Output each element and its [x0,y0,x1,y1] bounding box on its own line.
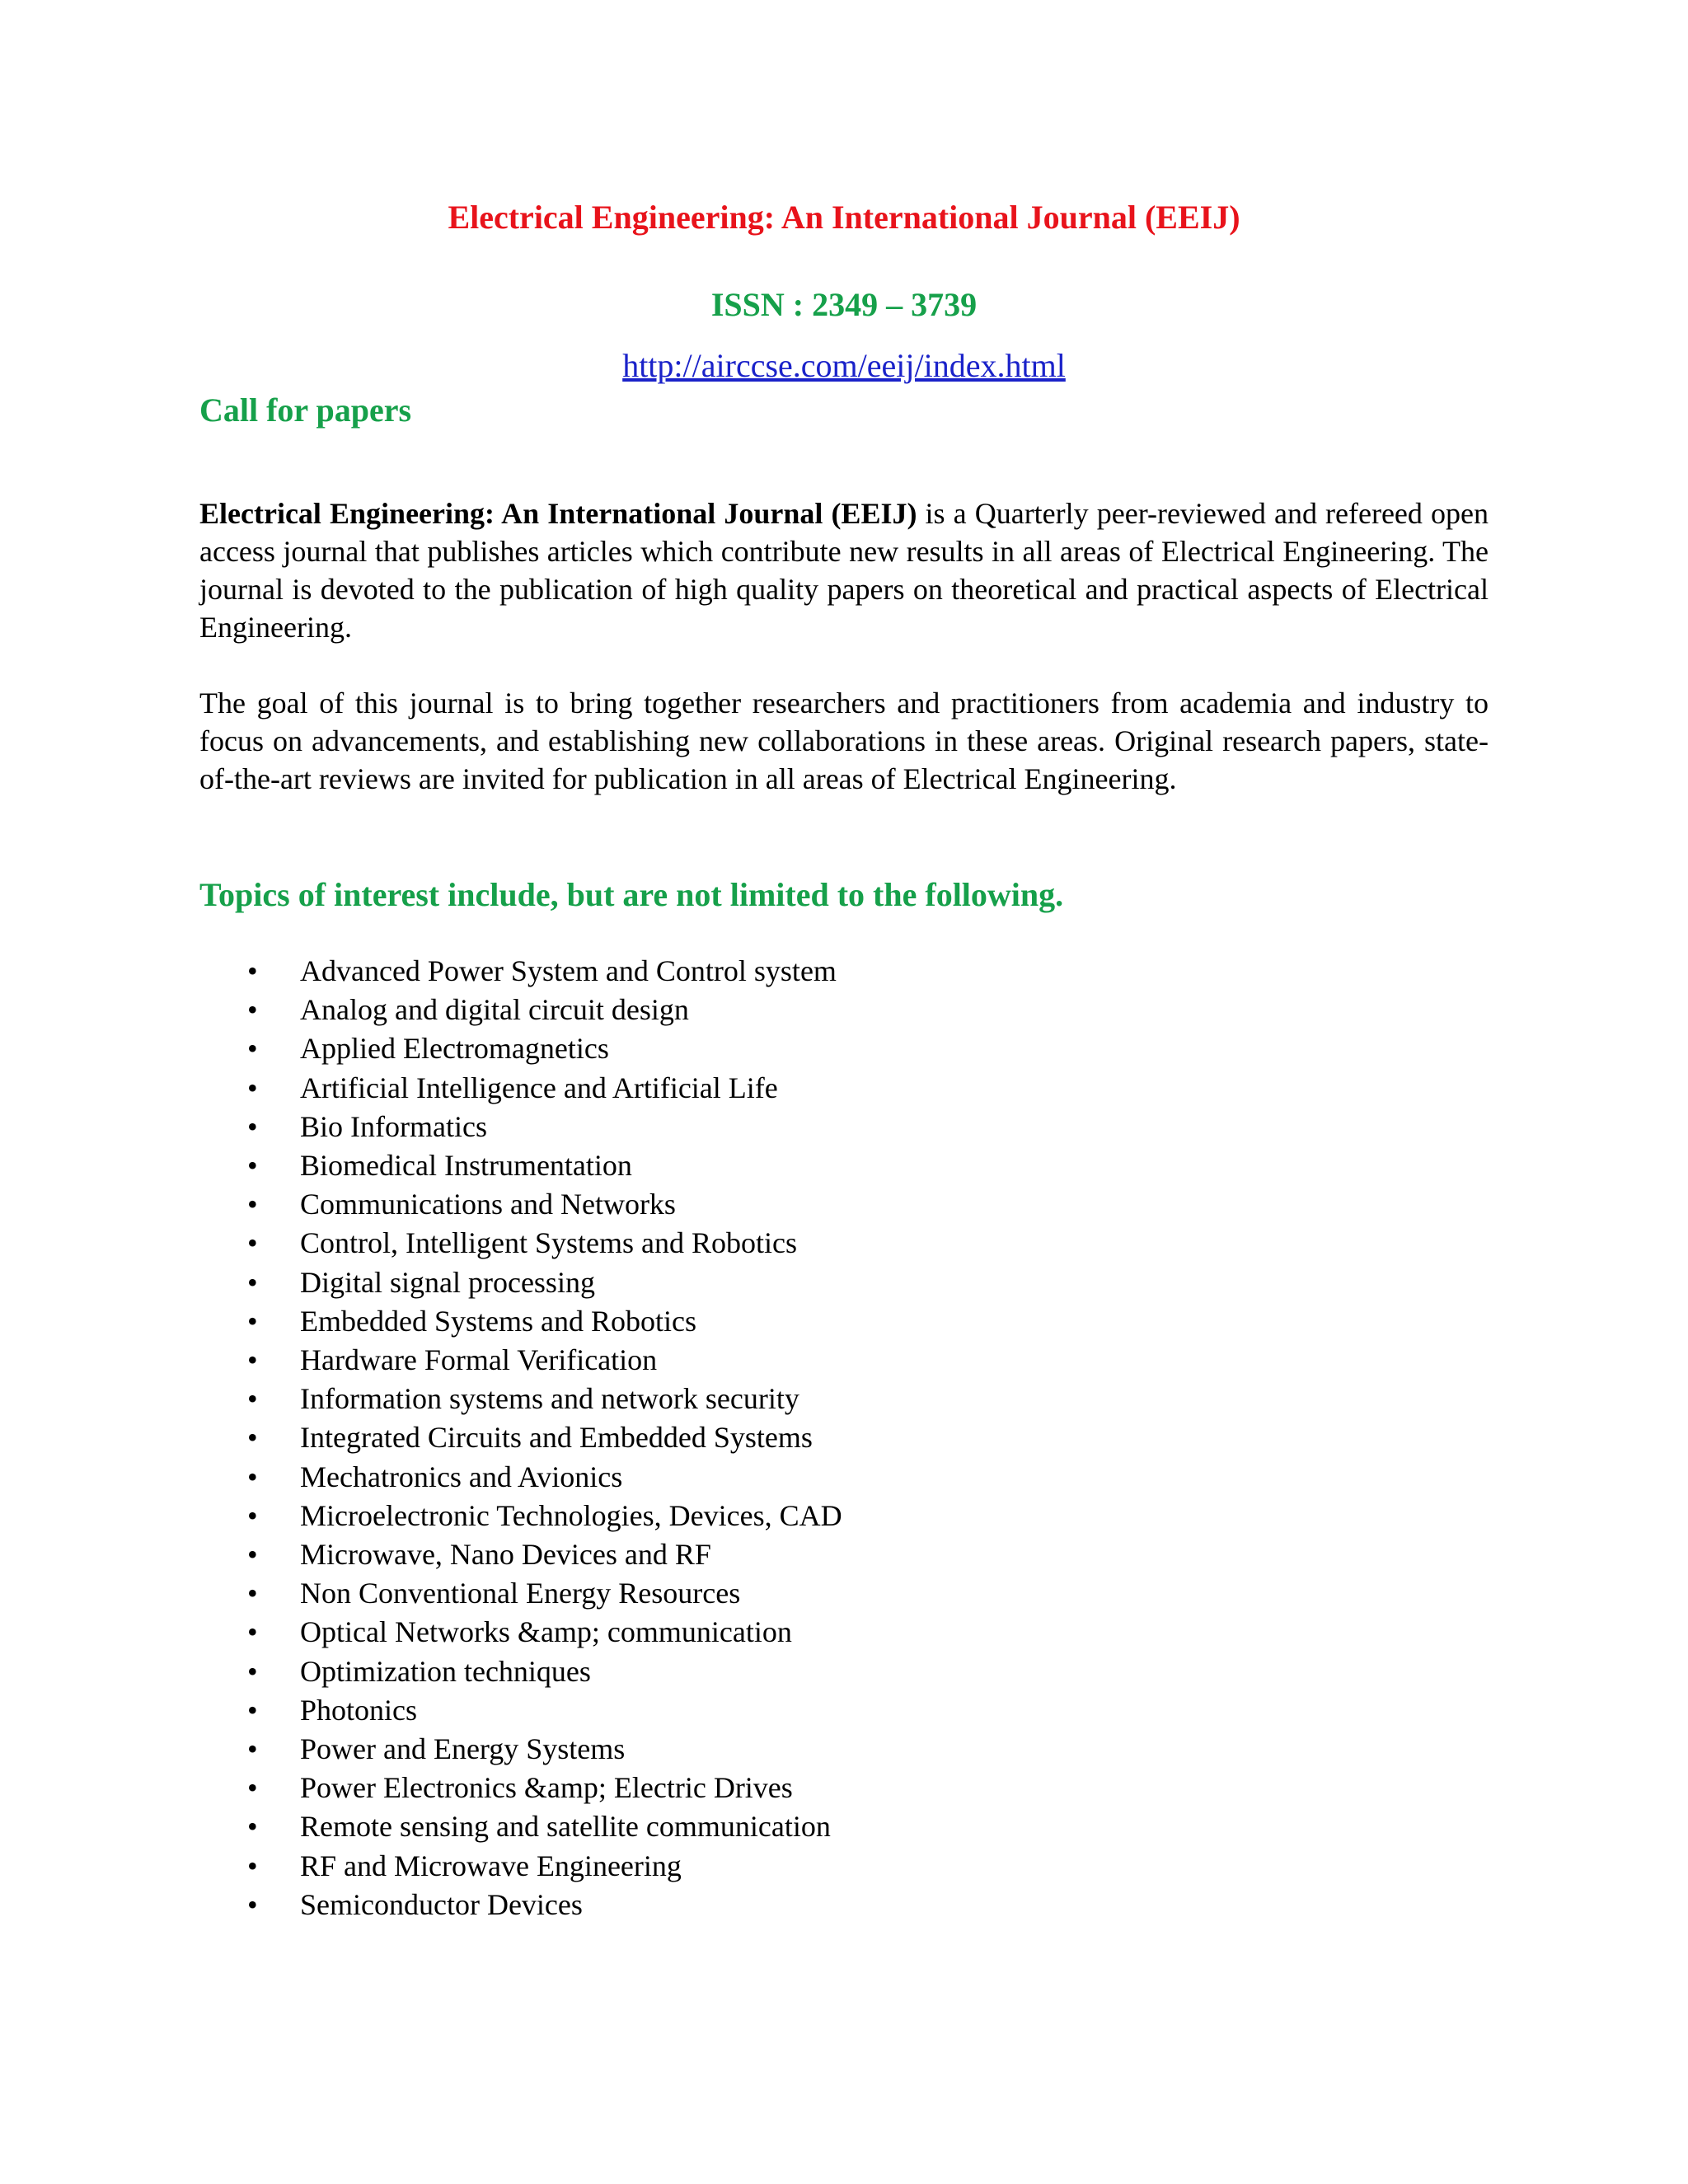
topic-list-item [0,1224,842,1263]
topic-label: Embedded Systems and Robotics [300,1304,696,1338]
bullet-icon: • [247,1032,258,1066]
topic-list-item [0,1418,842,1457]
topic-label: Semiconductor Devices [300,1887,583,1921]
issn-label: ISSN : 2349 – 3739 [710,286,978,323]
call-for-papers-heading: Call for papers [199,391,412,429]
bullet-icon: • [247,1460,258,1493]
topic-list-item [0,1807,842,1846]
bullet-icon: • [247,1304,258,1338]
topic-label: Optical Networks &amp; communication [300,1615,792,1649]
journal-url-link[interactable]: http://airccse.com/eeij/index.html [622,347,1066,384]
topic-label: Optimization techniques [300,1654,591,1688]
topic-list-item [0,1535,842,1574]
topic-label: Microwave, Nano Devices and RF [300,1538,711,1572]
topic-list-item [0,952,842,991]
bullet-icon: • [247,1810,258,1844]
topic-label: Digital signal processing [300,1265,595,1299]
topic-label: Advanced Power System and Control system [300,954,837,987]
topic-list-item [0,1574,842,1613]
topics-heading: Topics of interest include, but are not limited to the following. [199,876,1064,913]
bullet-icon: • [247,1577,258,1610]
journal-url-line [0,346,1688,386]
bullet-icon: • [247,1149,258,1183]
bullet-icon: • [247,1771,258,1805]
topic-label: Bio Informatics [300,1109,487,1143]
topic-label: Control, Intelligent Systems and Robotics [300,1226,797,1260]
topic-list-item [0,1380,842,1418]
topics-list [0,952,842,1924]
topic-label: Hardware Formal Verification [300,1343,658,1377]
topic-label: Non Conventional Energy Resources [300,1577,741,1610]
bullet-icon: • [247,1343,258,1377]
topic-list-item [0,1691,842,1730]
bullet-icon: • [247,1693,258,1727]
topic-label: Analog and digital circuit design [300,993,689,1027]
topic-label: Artificial Intelligence and Artificial Life [300,1071,778,1104]
topic-label: Photonics [300,1693,418,1727]
topic-label: Integrated Circuits and Embedded Systems [300,1421,813,1455]
topic-list-item [0,1730,842,1769]
topic-label: Biomedical Instrumentation [300,1149,632,1183]
topic-list-item [0,1341,842,1380]
topic-list-item [0,1069,842,1108]
bullet-icon: • [247,954,258,987]
bullet-icon: • [247,1226,258,1260]
topic-list-item [0,1613,842,1652]
topic-label: RF and Microwave Engineering [300,1849,682,1882]
bullet-icon: • [247,1887,258,1921]
topic-label: Power Electronics &amp; Electric Drives [300,1771,793,1805]
bullet-icon: • [247,1071,258,1104]
journal-title: Electrical Engineering: An International Journal (EEIJ) [448,199,1240,236]
topic-label: Mechatronics and Avionics [300,1460,623,1493]
topic-label: Applied Electromagnetics [300,1032,609,1066]
bullet-icon: • [247,1188,258,1221]
bullet-icon: • [247,993,258,1027]
topic-list-item [0,991,842,1029]
bullet-icon: • [247,1382,258,1416]
topic-list-item [0,1302,842,1341]
topic-label: Power and Energy Systems [300,1732,626,1766]
intro-text: is a Quarterly peer-reviewed and refereed open access journal that publishes articles which contribute new results in all areas of Electrical Engineering. The journal is devoted to the publication of high quality papers on theoretical and practical aspects of Electrical Engineering. [199,497,1489,644]
topic-list-item [0,1458,842,1497]
topic-label: Information systems and network security [300,1382,799,1416]
topic-label: Microelectronic Technologies, Devices, CAD [300,1498,842,1532]
topic-list-item [0,1108,842,1146]
intro-bold-lead: Electrical Engineering: An International Journal (EEIJ) [199,497,917,530]
topic-list-item [0,1263,842,1302]
bullet-icon: • [247,1109,258,1143]
bullet-icon: • [247,1498,258,1532]
bullet-icon: • [247,1265,258,1299]
topic-list-item [0,1029,842,1068]
topic-label: Communications and Networks [300,1188,676,1221]
bullet-icon: • [247,1732,258,1766]
bullet-icon: • [247,1538,258,1572]
topic-list-item [0,1886,842,1924]
bullet-icon: • [247,1421,258,1455]
topic-list-item [0,1847,842,1886]
topic-label: Remote sensing and satellite communication [300,1810,831,1844]
intro-paragraph [199,494,1489,646]
bullet-icon: • [247,1654,258,1688]
topic-list-item [0,1497,842,1535]
topic-list-item [0,1146,842,1185]
topic-list-item [0,1185,842,1224]
goal-paragraph: The goal of this journal is to bring together researchers and practitioners from academia and industry to focus on advancements, and establishing new collaborations in these areas. Original research papers, state-of-the-art reviews are invited for publication in all areas of Electrical Engineering. [199,687,1489,795]
bullet-icon: • [247,1849,258,1882]
bullet-icon: • [247,1615,258,1649]
topic-list-item [0,1769,842,1807]
topic-list-item [0,1652,842,1691]
